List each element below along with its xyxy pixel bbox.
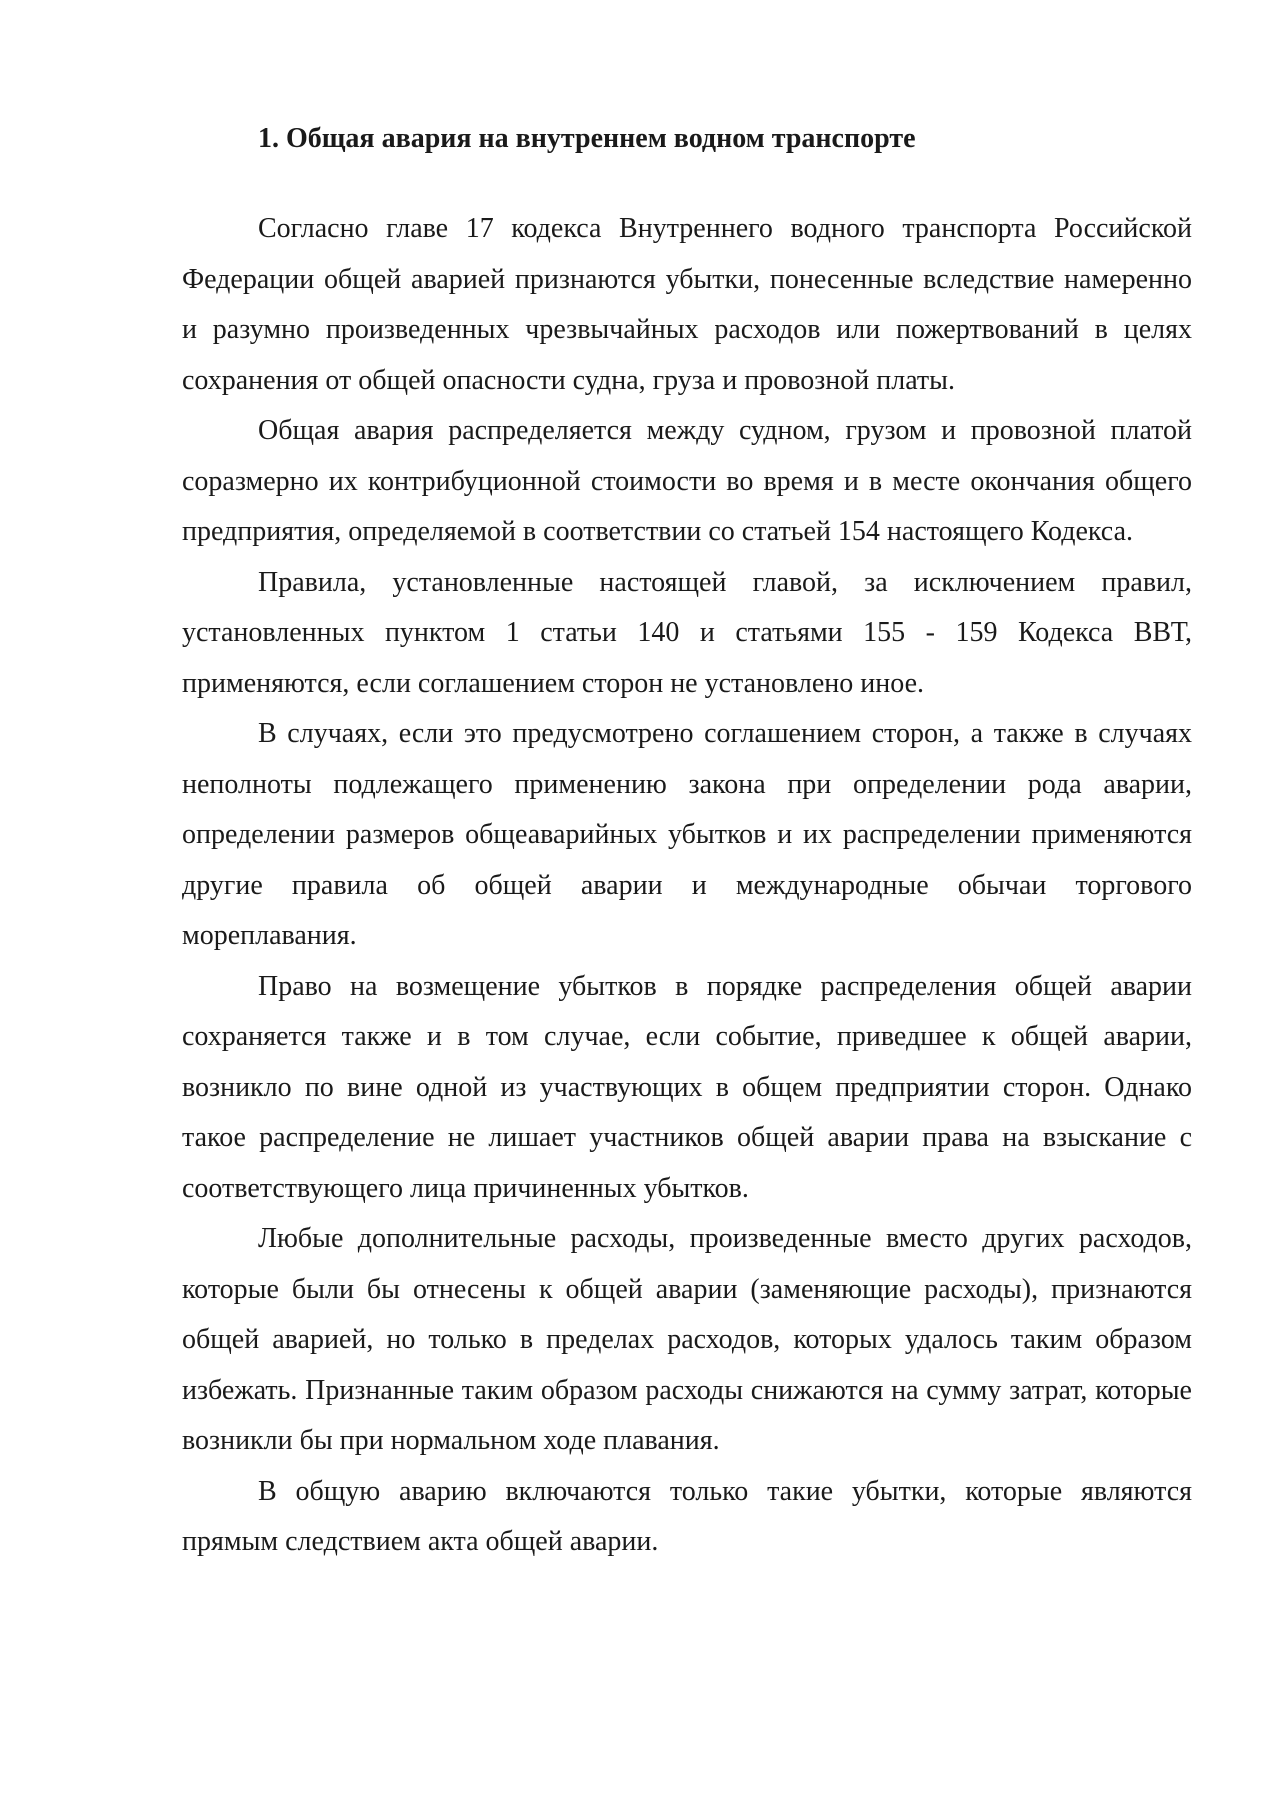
paragraph: Любые дополнительные расходы, произведенные вместо других расходов, которые были бы отнесены к общей аварии (заменяющие расходы), признаются общей аварией, но только в пределах расходов, которых удалось таким образом избежать. Признанные таким образом расходы снижаются на сумму затрат, которые возникли бы при нормальном ходе плавания.	[182, 1223, 1192, 1456]
paragraph: В общую аварию включаются только такие убытки, которые являются прямым следствием акта общей аварии.	[182, 1475, 1192, 1557]
body-text	[182, 204, 1192, 1568]
paragraph: В случаях, если это предусмотрено соглашением сторон, а также в случаях неполноты подлежащего применению закона при определении рода аварии, определении размеров общеаварийных убытков и их распределении применяются другие правила об общей аварии и международные обычаи торгового мореплавания.	[182, 718, 1192, 951]
document-content	[182, 118, 1192, 1568]
section-heading: 1. Общая авария на внутреннем водном транспорте	[258, 123, 916, 154]
paragraph: Общая авария распределяется между судном, грузом и провозной платой соразмерно их контрибуционной стоимости во время и в месте окончания общего предприятия, определяемой в соответствии со статьей 154 настоящего Кодекса.	[182, 415, 1192, 547]
paragraph: Правила, установленные настоящей главой, за исключением правил, установленных пунктом 1 статьи 140 и статьями 155 - 159 Кодекса ВВТ, применяются, если соглашением сторон не установлено иное.	[182, 566, 1192, 699]
paragraph: Право на возмещение убытков в порядке распределения общей аварии сохраняется также и в том случае, если событие, приведшее к общей аварии, возникло по вине одной из участвующих в общем предприятии сторон. Однако такое распределение не лишает участников общей аварии права на взыскание с соответствующего лица причиненных убытков.	[182, 970, 1192, 1204]
paragraph: Согласно главе 17 кодекса Внутреннего водного транспорта Российской Федерации общей аварией признаются убытки, понесенные вследствие намеренно и разумно произведенных чрезвычайных расходов или пожертвований в целях сохранения от общей опасности судна, груза и провозной платы.	[182, 213, 1192, 396]
